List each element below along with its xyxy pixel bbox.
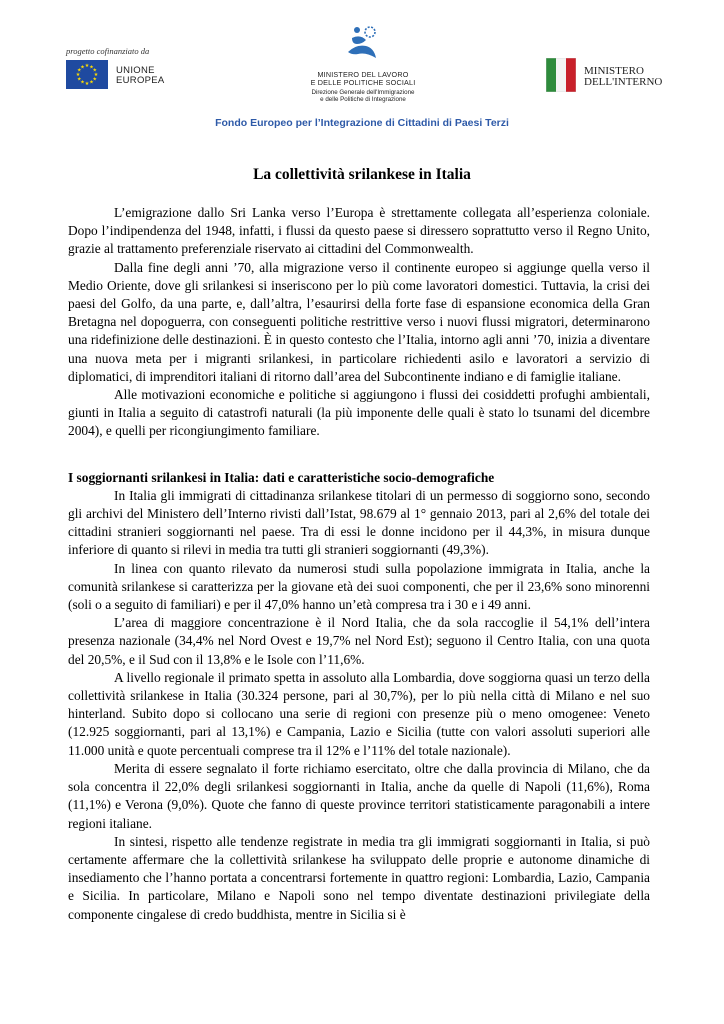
document-body — [68, 204, 650, 924]
svg-text:★: ★ — [77, 67, 82, 74]
paragraph: L’emigrazione dallo Sri Lanka verso l’Europa è strettamente collegata all’esperienza coloniale. Dopo l’indipendenza del 1948, infatti, i flussi da questo paese si diressero soprattutto verso il Regno Unito, grazie al trattamento preferenziale riservato ai cittadini del Commonwealth. — [68, 205, 650, 257]
paragraph: Merita di essere segnalato il forte richiamo esercitato, oltre che dalla provincia di Milano, che da sola concentra il 22,0% degli srilankesi soggiornanti in Italia, anche da quelle di Napoli (11,6%), Roma (11,1%) e Verona (9,0%). Quote che fanno di queste province territori statisticamente paragonabili a intere regioni italiane. — [68, 760, 650, 831]
svg-text:★: ★ — [75, 72, 81, 78]
paragraph: L’area di maggiore concentrazione è il Nord Italia, che da sola raccoglie il 54,1% dell’intera presenza nazionale (34,4% nel Nord Ovest e 19,7% nel Nord Est); seguono il Centro Italia, con una quota del 20,5%, e il Sud con il 13,8% e le Isole con l’11,6%. — [68, 615, 650, 667]
fund-title: Fondo Europeo per l’Integrazione di Cittadini di Paesi Terzi — [215, 117, 509, 129]
section-heading: I soggiornanti srilankesi in Italia: dati e caratteristiche socio-demografiche — [68, 469, 495, 485]
svg-text:★: ★ — [84, 81, 90, 87]
eu-label — [116, 66, 165, 86]
ministry-labour-logo-icon — [340, 22, 384, 66]
svg-text:★: ★ — [93, 72, 99, 78]
paragraph: A livello regionale il primato spetta in assoluto alla Lombardia, dove soggiorna quasi un terzo della collettività srilankese in Italia (30.324 persone, pari al 30,7%), per lo più nella città di Milano e nel suo hinterland. Subito dopo si collocano una serie di regioni con presenze più o meno omogenee: Veneto (12.925 soggiornanti, pari al 13,1%) e Campania, Lazio e Sicilia (tutte con valori assoluti superiori alle 11.000 unità e quote percentuali comprese tra il 12% e l’11% del totale nazionale). — [68, 669, 650, 758]
paragraph: In linea con quanto rilevato da numerosi studi sulla popolazione immigrata in Italia, anche la comunità srilankese si caratterizza per la giovane età dei suoi componenti, che per il 23,6% sono minorenni (soli o a seguito di familiari) e per il 47,0% hanno un’età compresa tra i 30 e i 49 anni. — [68, 560, 650, 613]
ministry-line-4: e delle Politiche di Integrazione — [320, 96, 406, 103]
eu-flag-icon — [66, 60, 108, 89]
paragraph: In sintesi, rispetto alle tendenze registrate in media tra gli immigrati soggiornanti in Italia, si può certamente affermare che la collettività srilankese ha sviluppato delle proprie e autonome dinamiche di insediamento che l’hanno portata a concentrarsi fortemente in quattro regioni: Lombardia, Lazio, Campania e Sicilia. In particolare, Milano e Napoli sono nel tempo diventate destinazioni privilegiate della componente cingalese di credo buddhista, mentre in Sicilia si è — [68, 833, 650, 922]
svg-text:★: ★ — [92, 67, 97, 74]
svg-text:★: ★ — [89, 64, 94, 71]
cofinanced-label: progetto cofinanziato da — [66, 46, 150, 56]
document-title: La collettività srilankese in Italia — [253, 166, 471, 183]
svg-text:★: ★ — [89, 79, 94, 86]
paragraph: In Italia gli immigrati di cittadinanza srilankese titolari di un permesso di soggiorno sono, secondo gli archivi del Ministero dell’Interno rivisti dall’Istat, 98.679 al 1° gennaio 2013, pari al 2,6% del totale dei cittadini stranieri soggiornanti nel paese. Tra di essi le donne incidono per il 44,3%, in misura dunque inferiore di quanto si rilevi in media tra tutti gli stranieri soggiornanti (49,3%). — [68, 487, 650, 558]
svg-text:★: ★ — [92, 76, 97, 83]
ministry-line-1: MINISTERO DEL LAVORO — [317, 70, 409, 79]
ministry-interior-label — [584, 66, 662, 88]
ministry-line-3: Direzione Generale dell'Immigrazione — [311, 89, 415, 96]
svg-text:★: ★ — [77, 76, 82, 83]
page-header — [0, 0, 724, 140]
svg-text:★: ★ — [80, 79, 85, 86]
ministry-labour-label — [290, 71, 436, 103]
eu-line-1: UNIONE — [116, 65, 155, 76]
interno-line-1: MINISTERO — [584, 65, 644, 77]
svg-text:★: ★ — [80, 64, 85, 71]
ministry-interior-emblem-icon — [546, 58, 576, 92]
ministry-line-2: E DELLE POLITICHE SOCIALI — [310, 78, 416, 87]
interno-line-2: DELL'INTERNO — [584, 76, 663, 88]
paragraph: Dalla fine degli anni ’70, alla migrazione verso il continente europeo si aggiunge quella verso il Medio Oriente, dove gli srilankesi si inseriscono per lo più come lavoratori domestici. Tuttavia, la crisi dei paesi del Golfo, da una parte, e, dall’altra, l’esaurirsi della forte fase di espansione economica della Gran Bretagna nel dopoguerra, con conseguenti politiche restrittive verso i nuovi flussi migratori, determinarono una ridefinizione delle destinazioni. È in questo contesto che l’Italia, intorno agli anni ’70, inizia a diventare una nuova meta per i migranti srilankesi, in particolare richiedenti asilo e lavoratori a servizio di diplomatici, di imprenditori italiani di ritorno dall’area del Subcontinente indiano e di famiglie italiane. — [68, 259, 650, 384]
eu-line-2: EUROPEA — [116, 75, 165, 86]
paragraph: Alle motivazioni economiche e politiche si aggiungono i flussi dei cosiddetti profughi ambientali, giunti in Italia a seguito di catastrofi naturali (la più imponente delle quali è stato lo tsunami del dicembre 2004), e quelli per ricongiungimento familiare. — [68, 387, 650, 439]
svg-text:★: ★ — [84, 63, 90, 69]
